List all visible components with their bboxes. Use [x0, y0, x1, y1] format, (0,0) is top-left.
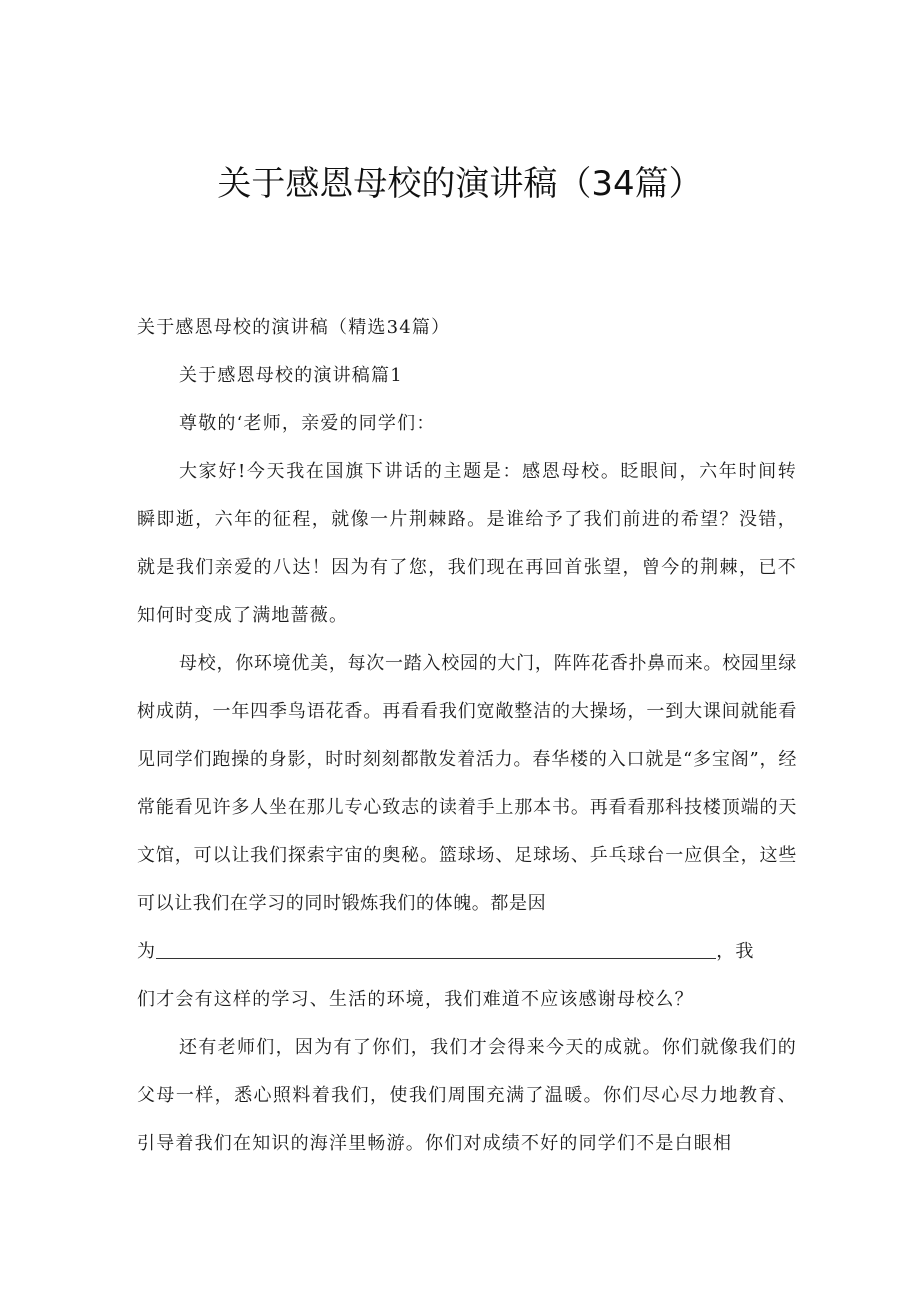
paragraph-greeting: 大家好!今天我在国旗下讲话的主题是：感恩母校。眨眼间，六年时间转瞬即逝，六年的征程，就像一片荆棘路。是谁给予了我们前进的希望？没错，就是我们亲爱的八达！因为有了您，我们现在再回首张望，曾今的荆棘，已不知何时变成了满地蔷薇。: [137, 461, 797, 626]
salutation: 尊敬的‘老师，亲爱的同学们：: [179, 413, 436, 434]
blank-fill-line: [137, 928, 797, 976]
paragraph-campus: 母校，你环境优美，每次一踏入校园的大门，阵阵花香扑鼻而来。校园里绿树成荫，一年四季鸟语花香。再看看我们宽敞整洁的大操场，一到大课间就能看见同学们跑操的身影，时时刻刻都散发着活力。春华楼的入口就是“多宝阁”，经常能看见许多人坐在那儿专心致志的读着手上那本书。再看看那科技楼顶端的天文馆，可以让我们探索宇宙的奥秘。篮球场、足球场、乒乓球台一应俱全，这些可以让我们在学习的同时锻炼我们的体魄。都是因: [137, 653, 797, 914]
document-body: [137, 304, 797, 1168]
blank-prefix: 为: [137, 941, 157, 962]
blank-suffix: ，我: [716, 941, 755, 962]
section-heading: 关于感恩母校的演讲稿篇1: [179, 365, 403, 386]
fill-in-blank-underline: [156, 957, 716, 959]
paragraph-continuation: 们才会有这样的学习、生活的环境，我们难道不应该感谢母校么？: [137, 989, 694, 1010]
document-title: 关于感恩母校的演讲稿（34篇）: [217, 164, 703, 204]
document-subtitle: 关于感恩母校的演讲稿（精选34篇）: [137, 317, 451, 338]
paragraph-teachers: 还有老师们，因为有了你们，我们才会得来今天的成就。你们就像我们的父母一样，悉心照料着我们，使我们周围充满了温暖。你们尽心尽力地教育、引导着我们在知识的海洋里畅游。你们对成绩不好的同学们不是白眼相: [137, 1037, 797, 1154]
